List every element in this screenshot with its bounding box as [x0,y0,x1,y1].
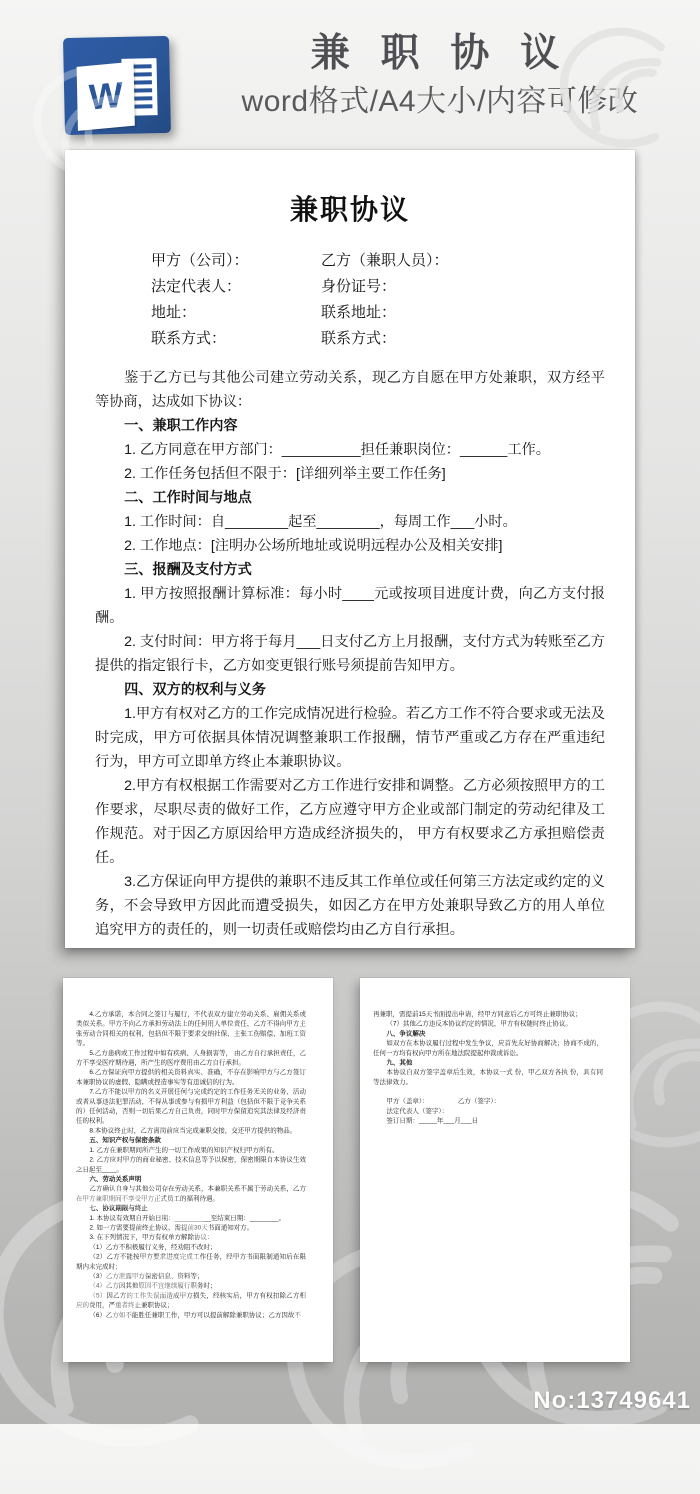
document-page-3 [360,978,630,1362]
document-page-1 [65,150,635,948]
paragraph: 三、报酬及支付方式 [124,562,252,578]
paragraph: 3.乙方保证向甲方提供的兼职不违反其工作单位或任何第三方法定或约定的义务，不会导致甲方因此而遭受损失，如因乙方在甲方处兼职导致乙方的用人单位追究甲方的责任的，则一切责任或赔偿均由乙方自行承担。 [95,874,605,938]
paragraph: 2. 工作任务包括但不限于：[详细列举主要工作任务] [124,466,446,482]
paragraph: 2. 工作地点：[注明办公场所地址或说明远程办公及相关安排] [124,538,503,554]
paragraph: （6）乙方如不能胜任兼职工作，甲方可以提前解除兼职协议；乙方因故不 [89,1310,301,1319]
paragraph: 5.乙方患病或工作过程中如有疾病、人身损害等， 由乙方自行承担责任，乙方不享受医疗期待遇，所产生的医疗费用由乙方自行承担。 [76,1048,306,1067]
party-row [151,300,605,326]
paragraph: 七、协议期限与终止 [89,1204,148,1212]
paragraph: （7）其他乙方违反本协议约定的情况，甲方有权随时终止协议。 [386,1019,572,1028]
paragraph: （3）乙方泄露甲方保密信息、资料等； [89,1271,204,1280]
party-label-right: 乙方（兼职人员）： [321,252,449,269]
header-title: 兼 职 协 议 [310,32,570,75]
paragraph: 4.乙方承诺，本合同之签订与履行，不代表双方建立劳动关系、雇佣关系或类似关系。甲方不向乙方承担劳动法上的任何用人单位责任，乙方不得向甲方主张劳动合同相关的权利，包括但不限于要求交纳社保、主张工伤赔偿、加班工资等。 [76,1010,306,1047]
paragraph: 鉴于乙方已与其他公司建立劳动关系，现乙方自愿在甲方处兼职，双方经平等协商，达成如下协议： [95,370,605,410]
paragraph: （1）乙方不积极履行义务，经劝阻不改时； [89,1242,217,1251]
paragraph: 2. 乙方应对甲方的商业秘密、技术信息等予以保密，保密期限自本协议生效之日起至____。 [76,1155,306,1173]
paragraph: 2. 如一方需要提前终止协议，需提前30天书面通知对方。 [89,1223,254,1231]
party-label-left: 法定代表人： [151,278,242,295]
paragraph [373,1087,603,1097]
paragraph: 四、双方的权利与义务 [124,682,266,698]
paragraph: 五、知识产权与保密条款 [89,1136,161,1144]
doc-title: 兼职协议 [289,195,410,226]
paragraph: 甲方（盖章）： 乙方（签字）： [386,1097,501,1105]
paragraph: 1.甲方有权对乙方的工作完成情况进行检验。若乙方工作不符合要求或无法及时完成，甲方可依据具体情况调整兼职工作报酬，情节严重或乙方存在严重违纪行为，甲方可立即单方终止本兼职协议。 [95,706,605,770]
header-text-block [180,33,700,118]
paragraph: 法定代表人（签字）： [386,1106,449,1115]
doc-body-page-1 [95,366,605,942]
party-label-right: 身份证号： [321,278,397,295]
paragraph: 1. 甲方按照报酬计算标准：每小时____元或按项目进度计费，向乙方支付报酬。 [95,586,605,626]
paragraph: 一、兼职工作内容 [124,418,238,434]
header-subtitle: word格式/A4大小/内容可修改 [241,84,639,118]
paragraph: 八、争议解决 [386,1029,426,1037]
document-page-2 [63,978,333,1362]
paragraph: （2）乙方不能按甲方要求进度完成工作任务，经甲方书面限制通知后在限期内未完成时； [76,1252,306,1270]
header [0,0,700,150]
party-label-left: 联系方式： [151,330,227,347]
party-block [151,248,605,352]
paragraph: 3. 在下列情况下，甲方有权单方解除协议： [89,1233,214,1241]
word-icon [63,36,171,135]
doc-body-page-3 [373,978,603,1125]
party-label-left: 甲方（公司）： [151,252,249,269]
paragraph: 如双方在本协议履行过程中发生争议，应首先友好协商解决；协商不成的，任何一方均有权向甲方所在地法院提起仲裁或诉讼。 [373,1039,603,1057]
doc-body-page-2 [76,978,306,1320]
paragraph: 九、其他 [386,1058,413,1067]
party-label-right: 联系地址： [321,304,397,321]
paragraph: 7.乙方不能以甲方的名义开展任何与完成约定的工作任务无关的业务、活动或者从事违法犯罪活动，不得从事或参与有损甲方利益（包括但不限于竞争关系的）任何活动，否则一切后果乙方自己负责，同时甲方保留追究其法律及经济责任的权利。 [76,1087,306,1125]
paragraph: 1. 乙方在兼职期间所产生的一切工作成果的知识产权归甲方所有。 [89,1145,279,1154]
paragraph: 本协议自双方签字盖章后生效，本协议一式 份，甲乙双方各执 份，具有同等法律效力。 [373,1068,603,1086]
paragraph: 1. 工作时间：自________起至________，每周工作___小时。 [124,514,517,530]
paragraph: 2.甲方有权根据工作需要对乙方工作进行安排和调整。乙方必须按照甲方的工作要求，尽职尽责的做好工作，乙方应遵守甲方企业或部门制定的劳动纪律及工作规范。对于因乙方原因给甲方造成经济损失的， 甲方有权要求乙方承担赔偿责任。 [95,778,605,866]
party-row [151,274,605,300]
paragraph: 乙方确认自身与其他公司存在劳动关系，本兼职关系不属于劳动关系，乙方在甲方兼职期间不享受甲方正式员工的福利待遇。 [76,1184,306,1202]
paragraph: （5）因乙方的工作失误而造成甲方损失，经核实后，甲方有权扣除乙方相应的费用，严重者终止兼职协议； [76,1291,306,1309]
paragraph: 2. 支付时间：甲方将于每月___日支付乙方上月报酬，支付方式为转账至乙方提供的指定银行卡，乙方如变更银行账号须提前告知甲方。 [95,634,605,674]
paragraph: 六、劳动关系声明 [89,1174,142,1183]
word-icon-letter: W [88,73,124,118]
paragraph: （4）乙方因其他原因不宜继续履行职务时； [89,1281,217,1290]
paragraph: 签订日期：_____年___月___日 [386,1116,479,1125]
catalog-number: No:13749641 [533,1387,691,1414]
party-row [151,326,605,352]
word-icon-sheet [77,62,135,131]
paragraph: 6.乙方保证向甲方提供的相关资料真实、准确，不存在影响甲方与乙方签订本兼职协议的虚假、隐瞒或捏造事实等有违诚信的行为。 [76,1068,306,1086]
paragraph: 1. 本协议有效期自开始日期：__________至结束日期：________。 [89,1213,286,1222]
paragraph: 8.本协议终止时，乙方离岗前应当完成兼职交接，交还甲方提供的物品。 [89,1126,297,1134]
paragraph: 再兼职，需提前15天书面提出申请，经甲方同意后乙方可终止兼职协议； [373,1010,582,1018]
party-row [151,248,605,274]
paragraph: 1. 乙方同意在甲方部门：__________担任兼职岗位：______工作。 [124,442,550,458]
party-label-left: 地址： [151,304,197,321]
paragraph: 二、工作时间与地点 [124,490,252,506]
party-label-right: 联系方式： [321,330,397,347]
